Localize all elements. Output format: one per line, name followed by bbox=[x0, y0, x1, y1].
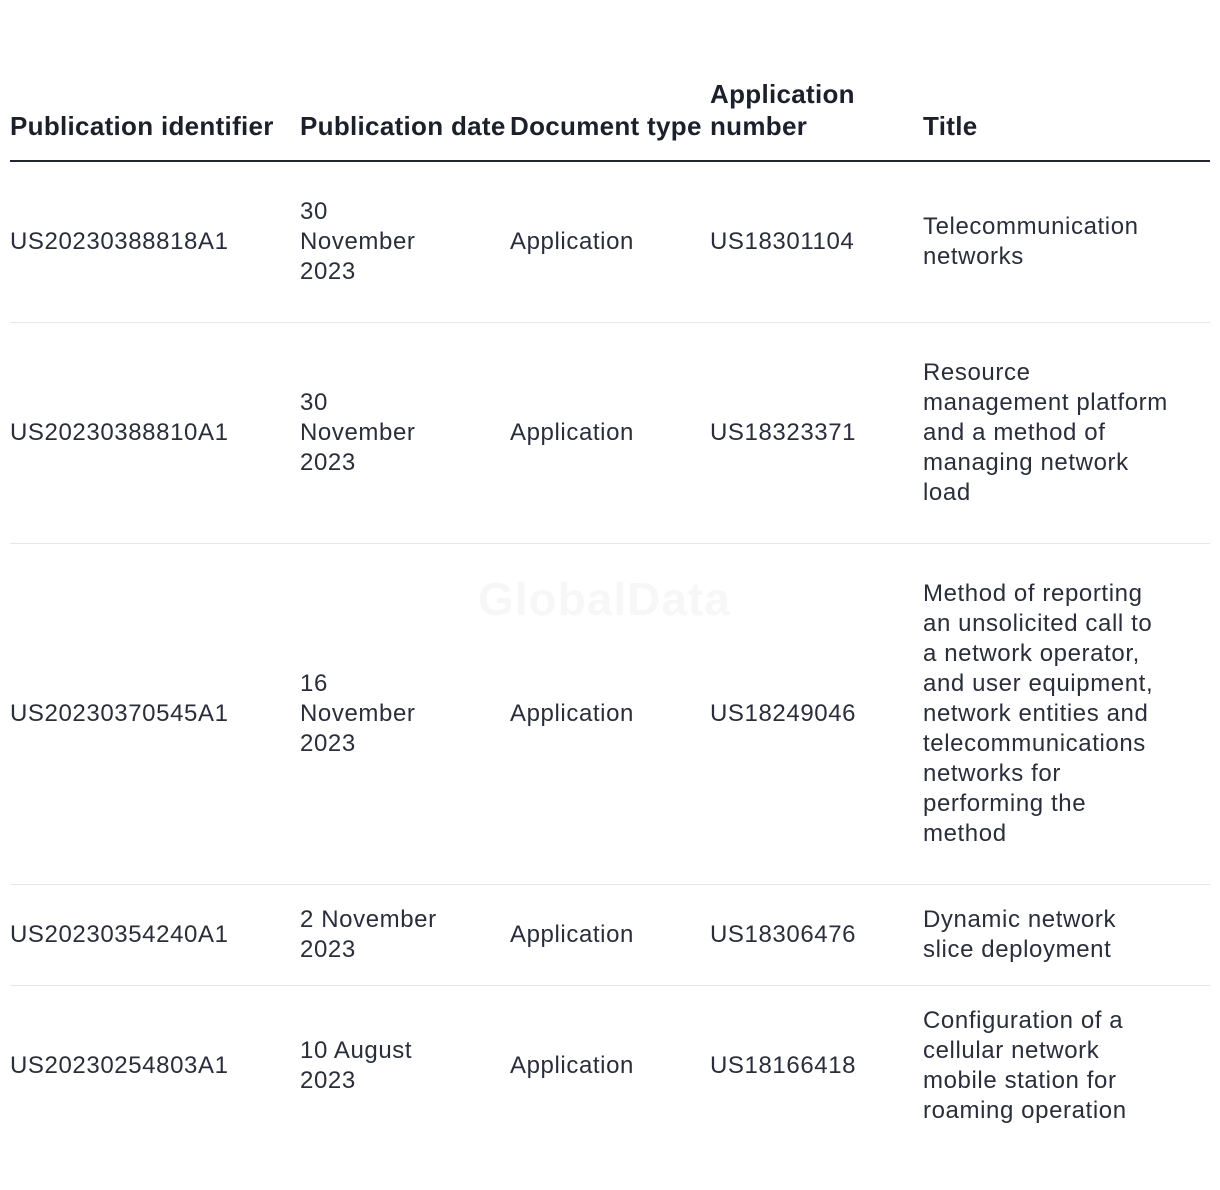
cell-publication-identifier bbox=[10, 161, 300, 323]
cell-publication-date bbox=[300, 885, 510, 986]
publication-date: 2 November 2023 bbox=[300, 906, 437, 963]
table-row bbox=[10, 544, 1210, 885]
publication-identifier: US20230388818A1 bbox=[10, 228, 229, 255]
table-row bbox=[10, 885, 1210, 986]
header-document-type: Document type bbox=[510, 78, 710, 161]
header-title: Title bbox=[923, 78, 1210, 161]
cell-publication-identifier bbox=[10, 885, 300, 986]
cell-application-number bbox=[710, 161, 923, 323]
cell-publication-identifier bbox=[10, 544, 300, 885]
cell-document-type bbox=[510, 161, 710, 323]
publication-date: 30 November 2023 bbox=[300, 198, 416, 285]
application-number: US18166418 bbox=[710, 1052, 857, 1079]
document-type: Application bbox=[510, 921, 635, 948]
patent-title: Resource management platform and a method of managing network load bbox=[923, 359, 1168, 506]
publication-date: 10 August 2023 bbox=[300, 1037, 413, 1094]
application-number: US18306476 bbox=[710, 921, 857, 948]
header-publication-date: Publication date bbox=[300, 78, 510, 161]
document-type: Application bbox=[510, 419, 635, 446]
cell-publication-date bbox=[300, 323, 510, 544]
document-type: Application bbox=[510, 700, 635, 727]
document-type: Application bbox=[510, 228, 635, 255]
table-row bbox=[10, 161, 1210, 323]
header-publication-identifier: Publication identifier bbox=[10, 78, 300, 161]
patent-title: Configuration of a cellular network mobile station for roaming operation bbox=[923, 1007, 1127, 1124]
cell-application-number bbox=[710, 323, 923, 544]
application-number: US18249046 bbox=[710, 700, 857, 727]
patent-table bbox=[10, 78, 1210, 1146]
patent-title: Method of reporting an unsolicited call to a network operator, and user equipment, network entities and telecommunications networks for performing the method bbox=[923, 580, 1154, 847]
application-number: US18301104 bbox=[710, 228, 855, 255]
publication-identifier: US20230254803A1 bbox=[10, 1052, 229, 1079]
cell-publication-identifier bbox=[10, 986, 300, 1147]
header-row bbox=[10, 78, 1210, 161]
application-number: US18323371 bbox=[710, 419, 857, 446]
cell-publication-date bbox=[300, 544, 510, 885]
table-row bbox=[10, 323, 1210, 544]
cell-publication-identifier bbox=[10, 323, 300, 544]
publication-date: 16 November 2023 bbox=[300, 670, 416, 757]
cell-title bbox=[923, 986, 1210, 1147]
watermark: GlobalData bbox=[478, 573, 731, 625]
publication-identifier: US20230354240A1 bbox=[10, 921, 229, 948]
cell-title bbox=[923, 885, 1210, 986]
document-type: Application bbox=[510, 1052, 635, 1079]
cell-document-type bbox=[510, 885, 710, 986]
publication-identifier: US20230388810A1 bbox=[10, 419, 229, 446]
cell-publication-date bbox=[300, 161, 510, 323]
table-row bbox=[10, 986, 1210, 1147]
patent-title: Telecommunication networks bbox=[923, 213, 1139, 270]
cell-document-type bbox=[510, 544, 710, 885]
publication-identifier: US20230370545A1 bbox=[10, 700, 229, 727]
cell-title bbox=[923, 544, 1210, 885]
cell-application-number bbox=[710, 544, 923, 885]
cell-application-number bbox=[710, 986, 923, 1147]
cell-document-type bbox=[510, 986, 710, 1147]
patent-title: Dynamic network slice deployment bbox=[923, 906, 1117, 963]
patent-table-container bbox=[10, 78, 1210, 1146]
table-body bbox=[10, 161, 1210, 1146]
cell-title bbox=[923, 323, 1210, 544]
cell-application-number bbox=[710, 885, 923, 986]
publication-date: 30 November 2023 bbox=[300, 389, 416, 476]
cell-title bbox=[923, 161, 1210, 323]
table-header bbox=[10, 78, 1210, 161]
header-application-number: Application number bbox=[710, 78, 923, 161]
cell-publication-date bbox=[300, 986, 510, 1147]
cell-document-type bbox=[510, 323, 710, 544]
